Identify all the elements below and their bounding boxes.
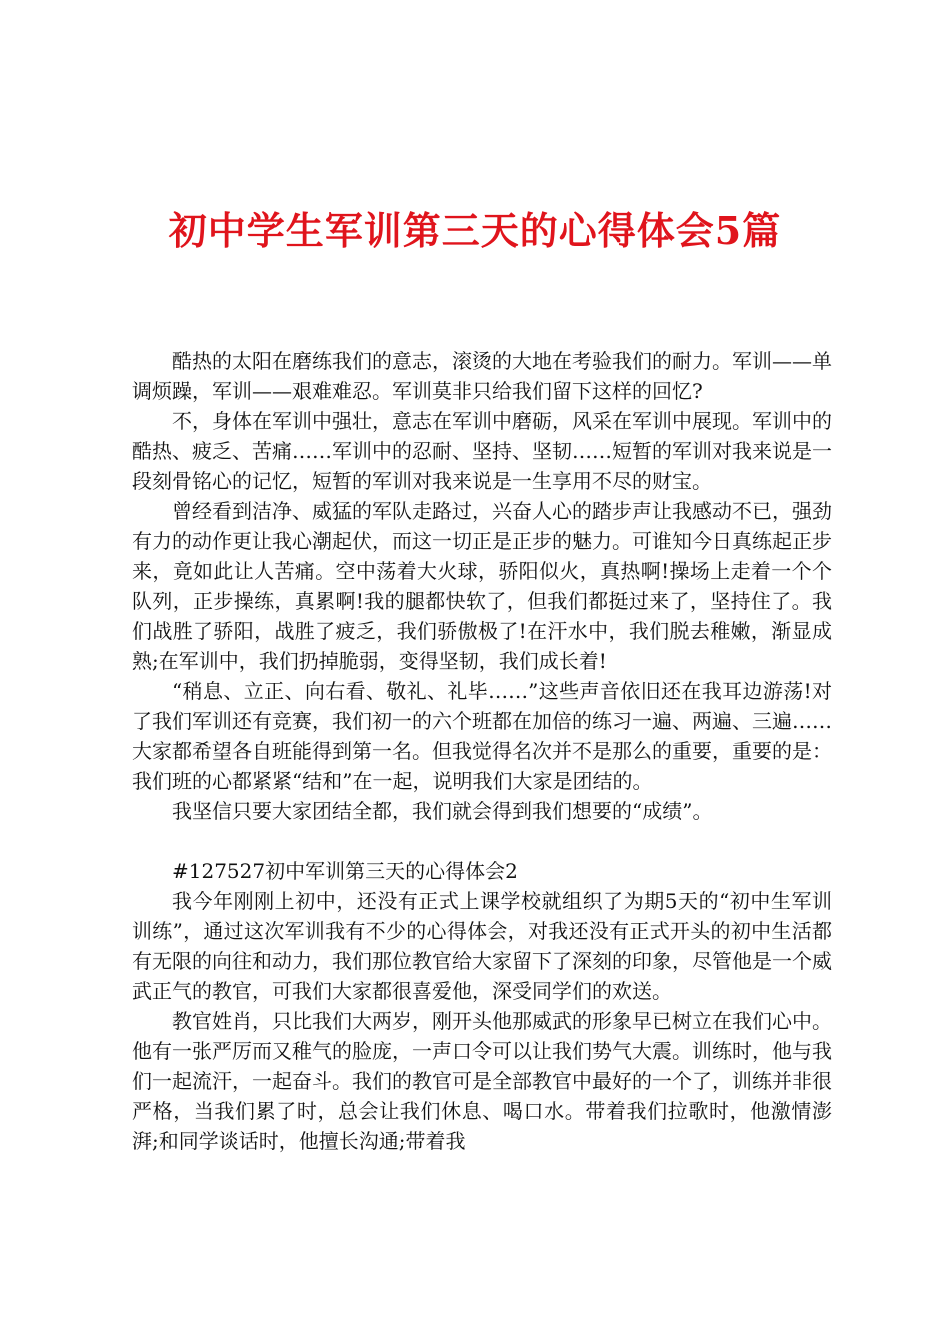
paragraph-2: 不，身体在军训中强壮，意志在军训中磨砺，风采在军训中展现。军训中的酷热、疲乏、苦痛……军训中的忍耐、坚持、坚韧……短暂的军训对我来说是一段刻骨铭心的记忆，短暂的军训对我来说是一生享用不尽的财宝。 — [132, 409, 832, 493]
paragraph-5: 我坚信只要大家团结全都，我们就会得到我们想要的“成绩”。 — [172, 799, 713, 823]
section-2-heading: #127527初中军训第三天的心得体会2 — [172, 859, 518, 883]
section-2-paragraph-2: 教官姓肖，只比我们大两岁，刚开头他那威武的形象早已树立在我们心中。他有一张严厉而又稚气的脸庞，一声口令可以让我们势气大震。训练时，他与我们一起流汗，一起奋斗。我们的教官可是全部教官中最好的一个了，训练并非很严格，当我们累了时，总会让我们休息、喝口水。带着我们拉歌时，他激情澎湃;和同学谈话时，他擅长沟通;带着我 — [132, 1009, 832, 1153]
section-2-paragraph-1: 我今年刚刚上初中，还没有正式上课学校就组织了为期5天的“初中生军训训练”，通过这次军训我有不少的心得体会，对我还没有正式开头的初中生活都有无限的向往和动力，我们那位教官给大家留下了深刻的印象，尽管他是一个威武正气的教官，可我们大家都很喜爱他，深受同学们的欢送。 — [132, 889, 832, 1003]
paragraph-1: 酷热的太阳在磨练我们的意志，滚烫的大地在考验我们的耐力。军训——单调烦躁，军训——艰难难忍。军训莫非只给我们留下这样的回忆? — [132, 349, 832, 403]
document-title: 初中学生军训第三天的心得体会5篇 — [168, 208, 782, 253]
paragraph-4: “稍息、立正、向右看、敬礼、礼毕……”这些声音依旧还在我耳边游荡!对了我们军训还有竞赛，我们初一的六个班都在加倍的练习一遍、两遍、三遍……大家都希望各自班能得到第一名。但我觉得名次并不是那么的重要，重要的是：我们班的心都紧紧“结和”在一起，说明我们大家是团结的。 — [132, 679, 832, 793]
section-spacer — [132, 826, 832, 856]
document-body — [132, 346, 832, 1156]
paragraph-3: 曾经看到洁净、威猛的军队走路过，兴奋人心的踏步声让我感动不已，强劲有力的动作更让我心潮起伏，而这一切正是正步的魅力。可谁知今日真练起正步来，竟如此让人苦痛。空中荡着大火球，骄阳似火，真热啊!操场上走着一个个队列，正步操练，真累啊!我的腿都快软了，但我们都挺过来了，坚持住了。我们战胜了骄阳，战胜了疲乏，我们骄傲极了!在汗水中，我们脱去稚嫩，渐显成熟;在军训中，我们扔掉脆弱，变得坚韧，我们成长着! — [132, 499, 832, 673]
